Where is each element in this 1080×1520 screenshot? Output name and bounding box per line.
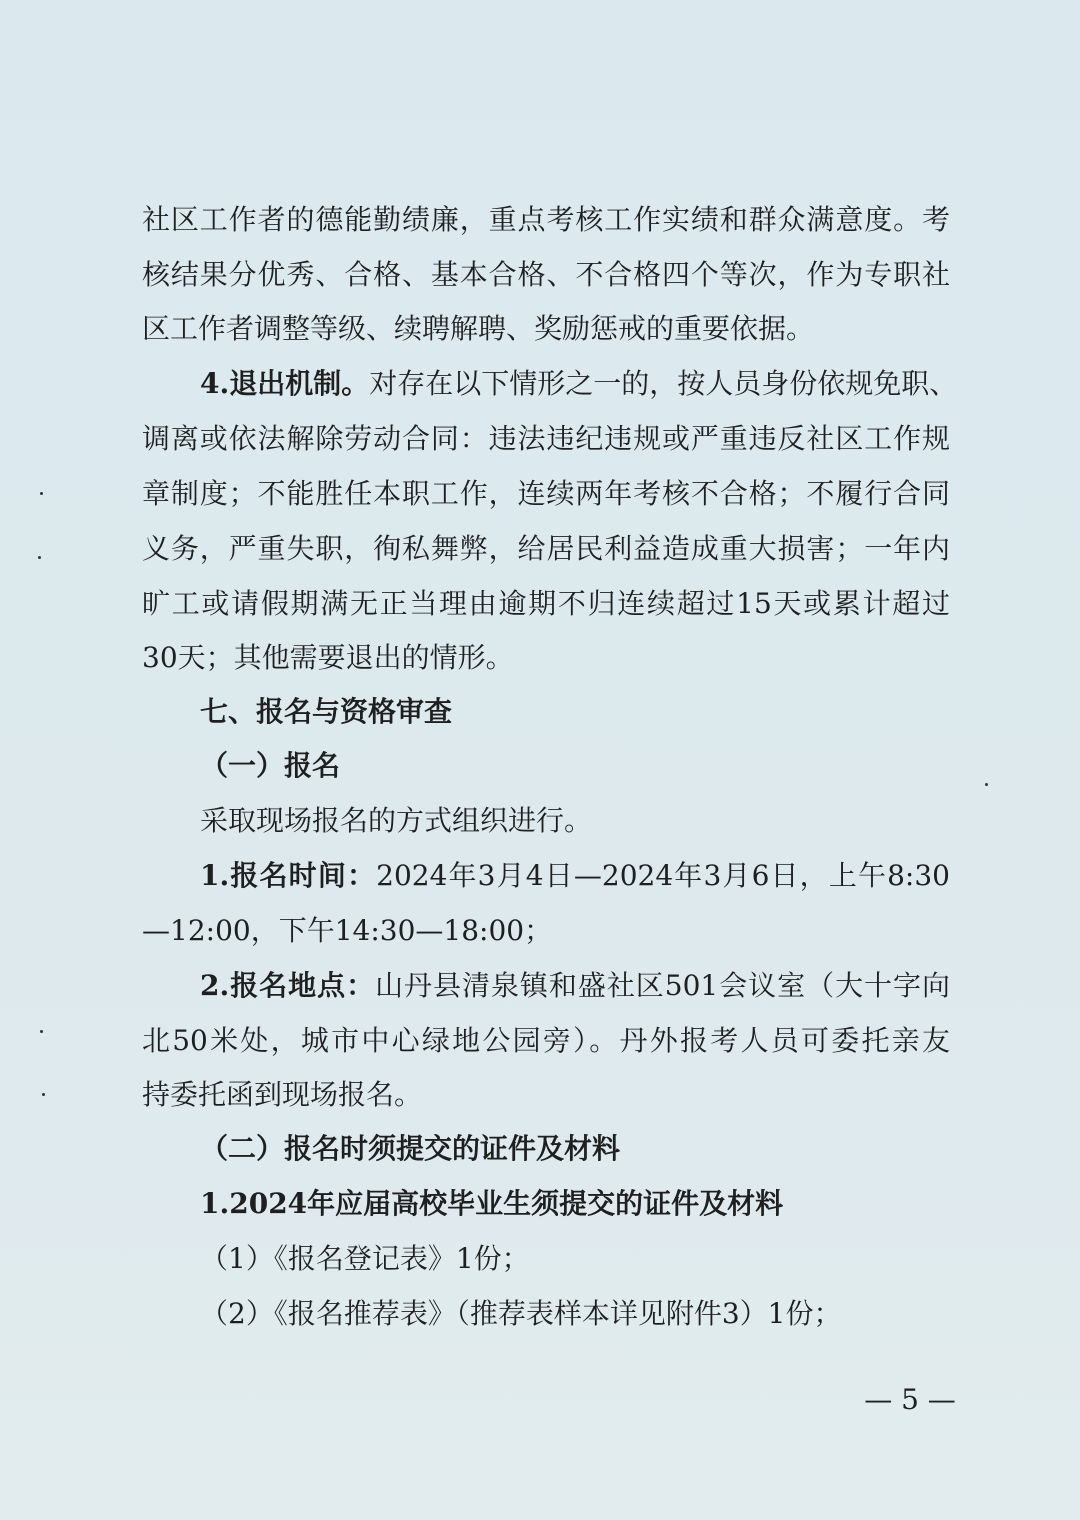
item-label: 2.报名地点： — [200, 969, 376, 1002]
scan-speck — [42, 1093, 45, 1096]
body-line: 4.退出机制。对存在以下情形之一的，按人员身份依规免职、 — [200, 367, 958, 400]
body-line: 义务，严重失职，徇私舞弊，给居民利益造成重大损害；一年内 — [142, 532, 950, 565]
item-label: 1.报名时间： — [200, 859, 377, 892]
body-line: 核结果分优秀、合格、基本合格、不合格四个等次，作为专职社 — [142, 258, 950, 291]
body-line: 持委托函到现场报名。 — [142, 1078, 423, 1111]
body-line: 章制度；不能胜任本职工作，连续两年考核不合格；不履行合同 — [142, 477, 950, 510]
list-item: （2）《报名推荐表》（推荐表样本详见附件3）1份； — [200, 1297, 842, 1330]
body-line: 旷工或请假期满无正当理由逾期不归连续超过15天或累计超过 — [142, 587, 950, 620]
section-heading: 七、报名与资格审查 — [200, 695, 453, 728]
body-line: —12:00，下午14:30—18:00； — [142, 914, 553, 947]
scan-speck — [38, 556, 41, 559]
body-line: 1.报名时间：2024年3月4日—2024年3月6日，上午8:30 — [200, 859, 950, 892]
page-number: — 5 — — [864, 1383, 956, 1416]
item-label: 4.退出机制。 — [200, 367, 370, 400]
subsection-heading: （二）报名时须提交的证件及材料 — [200, 1132, 621, 1165]
scan-speck — [40, 492, 43, 495]
scan-speck — [40, 1030, 43, 1033]
body-line: 2.报名地点：山丹县清泉镇和盛社区501会议室（大十字向 — [200, 969, 950, 1002]
list-item: （1）《报名登记表》1份； — [200, 1242, 530, 1275]
body-line: 北50米处，城市中心绿地公园旁）。丹外报考人员可委托亲友 — [142, 1024, 950, 1057]
body-line: 采取现场报名的方式组织进行。 — [200, 804, 593, 837]
body-line: 区工作者调整等级、续聘解聘、奖励惩戒的重要依据。 — [142, 312, 815, 345]
body-line: 30天；其他需要退出的情形。 — [142, 641, 514, 674]
subsection-heading: （一）报名 — [200, 749, 341, 782]
body-line: 社区工作者的德能勤绩廉，重点考核工作实绩和群众满意度。考 — [142, 203, 950, 236]
body-line: 调离或依法解除劳动合同：违法违纪违规或严重违反社区工作规 — [142, 422, 950, 455]
scan-speck — [985, 783, 988, 786]
item-heading: 1.2024年应届高校毕业生须提交的证件及材料 — [200, 1187, 784, 1220]
